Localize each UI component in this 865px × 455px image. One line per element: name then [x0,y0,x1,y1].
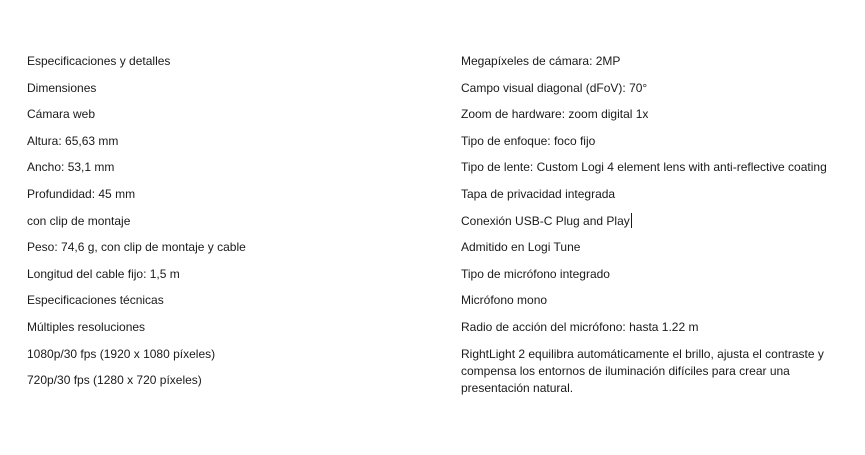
left-line-depth: Profundidad: 45 mm [27,186,136,201]
right-column [461,53,841,395]
right-line-megapixels: Megapíxeles de cámara: 2MP [461,54,621,68]
right-line-rightlight: RightLight 2 equilibra automáticamente el brillo, ajusta el contraste y compensa los entornos de iluminación difíciles para crear una presentación natural. [461,346,824,395]
left-line-720p: 720p/30 fps (1280 x 720 píxeles) [27,373,202,388]
left-line-heading: Especificaciones y detalles [27,54,171,68]
right-line-mic-range: Radio de acción del micrófono: hasta 1.22 m [461,319,699,334]
left-column [27,53,437,399]
left-line-width: Ancho: 53,1 mm [27,160,115,175]
right-line-lens: Tipo de lente: Custom Logi 4 element lens with anti-reflective coating [461,160,827,175]
right-line-usbc[interactable] [461,213,841,240]
left-line-tech-specs: Especificaciones técnicas [27,293,164,308]
left-line-weight: Peso: 74,6 g, con clip de montaje y cable [27,240,246,255]
right-line-focus: Tipo de enfoque: foco fijo [461,133,596,148]
left-line-dimensions: Dimensiones [27,80,97,95]
left-line-height: Altura: 65,63 mm [27,133,119,148]
right-line-zoom: Zoom de hardware: zoom digital 1x [461,107,649,122]
left-line-cable: Longitud del cable fijo: 1,5 m [27,266,180,281]
usbc-text: Conexión USB-C Plug and Play [461,213,630,228]
right-line-fov: Campo visual diagonal (dFoV): 70° [461,80,648,95]
left-line-webcam: Cámara web [27,107,96,122]
right-line-mono: Micrófono mono [461,293,548,308]
right-line-privacy: Tapa de privacidad integrada [461,186,616,201]
left-line-resolutions: Múltiples resoluciones [27,319,146,334]
right-line-mic-type: Tipo de micrófono integrado [461,266,610,281]
right-line-logitune: Admitido en Logi Tune [461,240,581,255]
text-cursor [631,213,632,228]
left-line-clip: con clip de montaje [27,213,131,228]
left-line-1080p: 1080p/30 fps (1920 x 1080 píxeles) [27,346,216,361]
